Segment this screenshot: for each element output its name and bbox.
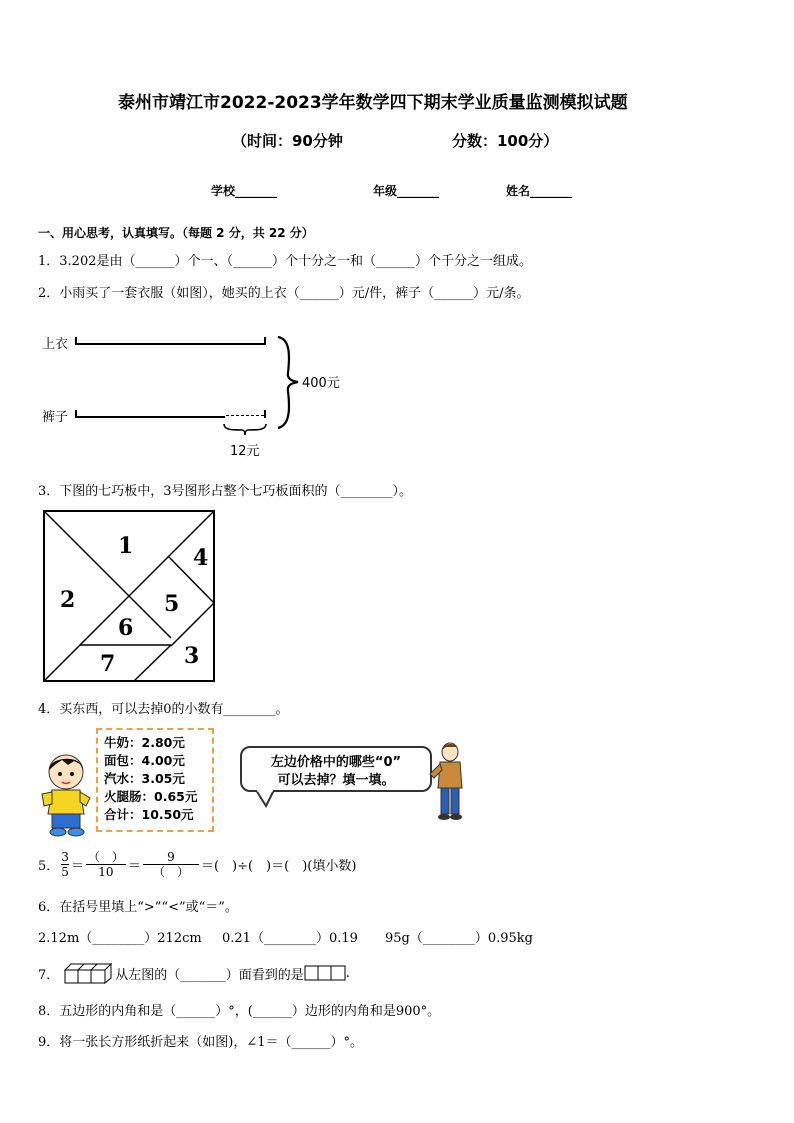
- question-4: 4．买东西，可以去掉0的小数有________。: [38, 702, 289, 717]
- bubble-tail-icon: [254, 790, 278, 808]
- tangram-label-6: 6: [118, 615, 134, 641]
- tangram-label-2: 2: [60, 587, 76, 613]
- question-6-item-a: 2.12m（________）212cm: [38, 931, 202, 946]
- question-7-text: 从左图的（_______）面看到的是: [115, 967, 304, 983]
- question-1: 1．3.202是由（______）个一、（______）个十分之一和（______）个千分之一组成。: [38, 254, 532, 269]
- question-6-item-c: 95g（________）0.95kg: [385, 931, 534, 946]
- cube-blocks-icon: [63, 962, 113, 984]
- fraction-1-numerator: 3: [61, 850, 69, 864]
- tangram-label-3: 3: [184, 643, 200, 669]
- tangram-label-4: 4: [193, 545, 209, 571]
- price-item: 面包：4.00元: [104, 753, 185, 768]
- question-5-number: 5．: [38, 859, 60, 874]
- fraction-1: [61, 850, 69, 879]
- top-clothes-label: 上衣: [42, 337, 69, 352]
- time-label: （时间：90分钟: [232, 132, 343, 150]
- equals-sign: ＝: [70, 859, 84, 874]
- small-brace-icon: [222, 422, 268, 436]
- price-item: 汽水：3.05元: [104, 771, 185, 786]
- fraction-2-numerator: （ ）: [87, 850, 124, 864]
- question-2: 2．小雨买了一套衣服（如图），她买的上衣（______）元/件，裤子（______）元/条。: [38, 286, 530, 301]
- price-item: 火腿肠：0.65元: [104, 789, 198, 804]
- question-7-end: .: [345, 965, 350, 981]
- question-6: 6．在括号里填上“>”“<”或“＝”。: [38, 900, 238, 915]
- price-list: [96, 728, 214, 832]
- total-price-label: 400元: [302, 376, 340, 391]
- question-5-tail: ＝( )÷( )＝( )(填小数): [200, 859, 357, 874]
- speech-bubble: [240, 746, 432, 792]
- bubble-line-1: 左边价格中的哪些“0”: [270, 755, 402, 770]
- tangram-label-5: 5: [164, 591, 180, 617]
- diff-price-label: 12元: [230, 444, 260, 459]
- tangram-label-7: 7: [100, 651, 116, 677]
- price-item: 牛奶：2.80元: [104, 735, 185, 750]
- question-5: [38, 850, 356, 879]
- question-9: 9．将一张长方形纸折起来（如图)，∠1＝（______）°。: [38, 1035, 364, 1050]
- tangram-figure: [40, 508, 220, 684]
- score-label: 分数：100分）: [452, 132, 559, 150]
- fraction-1-denominator: 5: [61, 865, 69, 879]
- fraction-3-denominator: （ ）: [152, 865, 189, 879]
- question-6-item-b: 0.21（________）0.19: [222, 931, 358, 946]
- question-8: 8．五边形的内角和是（______）°，(______）边形的内角和是900°。: [38, 1004, 441, 1019]
- name-field: 姓名_______: [506, 184, 573, 198]
- fraction-2-denominator: 10: [98, 865, 114, 879]
- question-3: 3．下图的七巧板中，3号图形占整个七巧板面积的（________）。: [38, 484, 413, 499]
- fraction-2: [86, 850, 126, 879]
- question-7: [38, 962, 350, 984]
- question-7-number: 7．: [38, 967, 60, 983]
- price-item: 合计：10.50元: [104, 807, 194, 822]
- fraction-3-numerator: 9: [167, 850, 175, 864]
- pants-label: 裤子: [42, 410, 69, 425]
- grade-field: 年级_______: [373, 184, 440, 198]
- fraction-3: [143, 850, 199, 879]
- boy-illustration: [40, 752, 94, 840]
- equals-sign: ＝: [127, 859, 141, 874]
- brace-icon: [272, 335, 302, 430]
- square-row-icon: [304, 965, 346, 981]
- page-title: 泰州市靖江市2022-2023学年数学四下期末学业质量监测模拟试题: [118, 93, 628, 113]
- teacher-illustration: [428, 742, 468, 822]
- bubble-line-2: 可以去掉？填一填。: [277, 773, 395, 788]
- tangram-label-1: 1: [118, 533, 134, 559]
- school-field: 学校_______: [211, 184, 278, 198]
- section-heading: 一、用心思考，认真填写。（每题 2 分，共 22 分）: [38, 226, 314, 240]
